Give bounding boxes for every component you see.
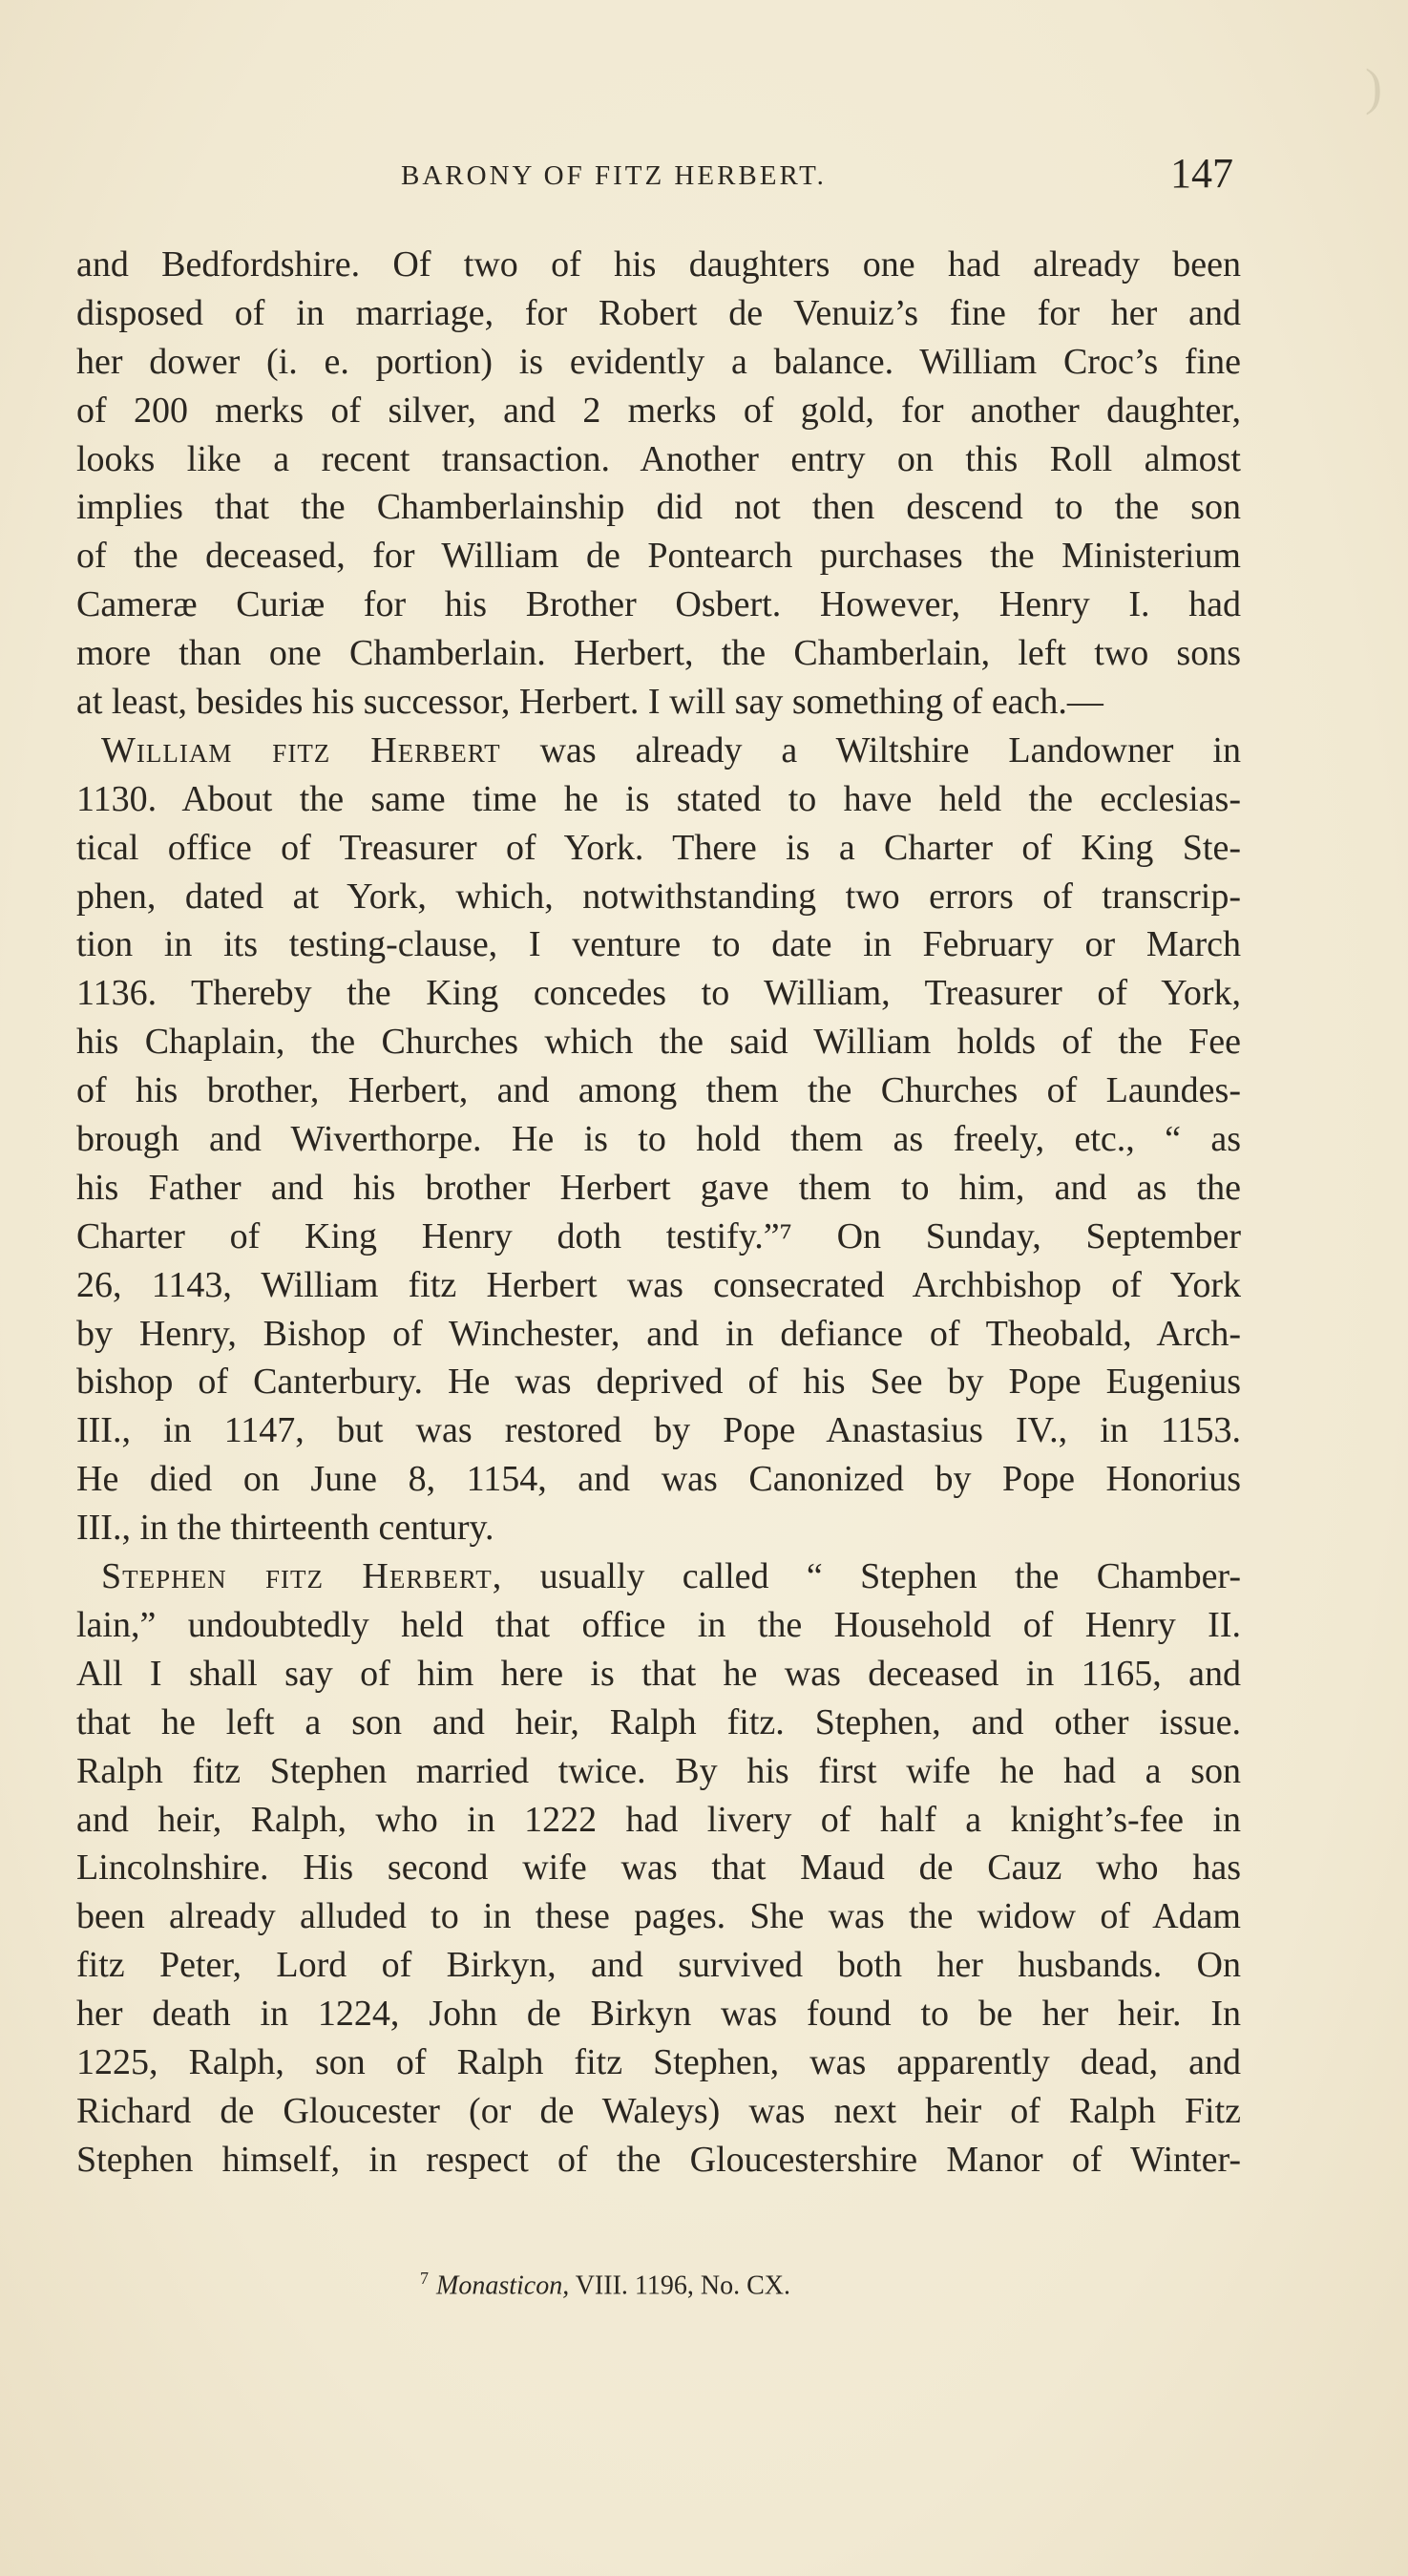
text-line: been already alluded to in these pages. She was the widow of Adam	[76, 1896, 1241, 1937]
text-line: Stephen himself, in respect of the Gloucestershire Manor of Winter-	[76, 2139, 1241, 2180]
text-line: III., in 1147, but was restored by Pope Anastasius IV., in 1153.	[76, 1410, 1241, 1451]
first-line-rest: usually called “ Stephen the Chamber-	[502, 1556, 1241, 1597]
text-line: tion in its testing-clause, I venture to date in February or March	[76, 924, 1241, 965]
text-line: looks like a recent transaction. Another entry on this Roll almost	[76, 438, 1241, 479]
text-line: her death in 1224, John de Birkyn was found to be her heir. In	[76, 1994, 1241, 2035]
text-line: brough and Wiverthorpe. He is to hold them as freely, etc., “ as	[76, 1119, 1241, 1160]
text-line: Cameræ Curiæ for his Brother Osbert. However, Henry I. had	[76, 584, 1241, 625]
text-line: fitz Peter, Lord of Birkyn, and survived both her husbands. On	[76, 1945, 1241, 1986]
text-line: 26, 1143, William fitz Herbert was consecrated Archbishop of York	[76, 1264, 1241, 1305]
text-line: bishop of Canterbury. He was deprived of his See by Pope Eugenius	[76, 1362, 1241, 1403]
text-line: tical office of Treasurer of York. There is a Charter of King Ste-	[76, 827, 1241, 868]
text-line: his Father and his brother Herbert gave them to him, and as the	[76, 1167, 1241, 1208]
text-line: phen, dated at York, which, notwithstanding two errors of transcrip-	[76, 876, 1241, 917]
page-header	[0, 150, 1408, 210]
paragraph-3	[76, 1552, 1241, 2185]
body-text	[76, 241, 1241, 2185]
text-line: by Henry, Bishop of Winchester, and in defiance of Theobald, Arch-	[76, 1313, 1241, 1354]
text-line: of 200 merks of silver, and 2 merks of gold, for another daughter,	[76, 390, 1241, 431]
text-line: at least, besides his successor, Herbert. I will say something of each.—	[76, 682, 1103, 723]
footnote-title: Monasticon,	[436, 2270, 570, 2301]
text-line: III., in the thirteenth century.	[76, 1508, 494, 1549]
text-line-first	[76, 727, 1241, 775]
text-line: of the deceased, for William de Pontearch purchases the Ministerium	[76, 536, 1241, 577]
text-line: his Chaplain, the Churches which the said William holds of the Fee	[76, 1022, 1241, 1063]
text-line: All I shall say of him here is that he was deceased in 1165, and	[76, 1653, 1241, 1694]
text-line: Charter of King Henry doth testify.”⁷ On Sunday, September	[76, 1215, 1241, 1256]
text-line: disposed of in marriage, for Robert de Venuiz’s fine for her and	[76, 292, 1241, 333]
text-line: and Bedfordshire. Of two of his daughters one had already been	[76, 244, 1241, 285]
page-number: 147	[1170, 150, 1233, 197]
margin-edge-mark: )	[1365, 58, 1382, 116]
text-line: He died on June 8, 1154, and was Canonized by Pope Honorius	[76, 1459, 1241, 1500]
text-line: that he left a son and heir, Ralph fitz. Stephen, and other issue.	[76, 1701, 1241, 1742]
text-line: lain,” undoubtedly held that office in the Household of Henry II.	[76, 1604, 1241, 1645]
paragraph-2	[76, 727, 1241, 1552]
text-line-first	[76, 1552, 1241, 1601]
text-line: Richard de Gloucester (or de Waleys) was next heir of Ralph Fitz	[76, 2090, 1241, 2131]
footnote-mark: 7	[420, 2269, 429, 2288]
subject-name-william: William fitz Herbert	[101, 729, 501, 771]
text-line: of his brother, Herbert, and among them the Churches of Laundes-	[76, 1070, 1241, 1111]
text-line: 1225, Ralph, son of Ralph fitz Stephen, was apparently dead, and	[76, 2041, 1241, 2082]
text-line: her dower (i. e. portion) is evidently a balance. William Croc’s fine	[76, 341, 1241, 382]
text-line: and heir, Ralph, who in 1222 had livery of half a knight’s-fee in	[76, 1799, 1241, 1840]
running-title: BARONY OF FITZ HERBERT.	[401, 160, 827, 191]
text-line: implies that the Chamberlainship did not then descend to the son	[76, 487, 1241, 528]
first-line-rest: was already a Wiltshire Landowner in	[500, 729, 1241, 771]
footnote-text: VIII. 1196, No. CX.	[569, 2270, 790, 2301]
text-line: 1130. About the same time he is stated to have held the ecclesias-	[76, 778, 1241, 819]
paragraph-1	[76, 241, 1241, 727]
text-line: Lincolnshire. His second wife was that Maud de Cauz who has	[76, 1848, 1241, 1889]
footnote	[420, 2269, 790, 2301]
text-line: 1136. Thereby the King concedes to William, Treasurer of York,	[76, 973, 1241, 1014]
subject-name-stephen: Stephen fitz Herbert,	[101, 1556, 503, 1597]
text-line: more than one Chamberlain. Herbert, the Chamberlain, left two sons	[76, 633, 1241, 674]
text-line: Ralph fitz Stephen married twice. By his first wife he had a son	[76, 1750, 1241, 1791]
